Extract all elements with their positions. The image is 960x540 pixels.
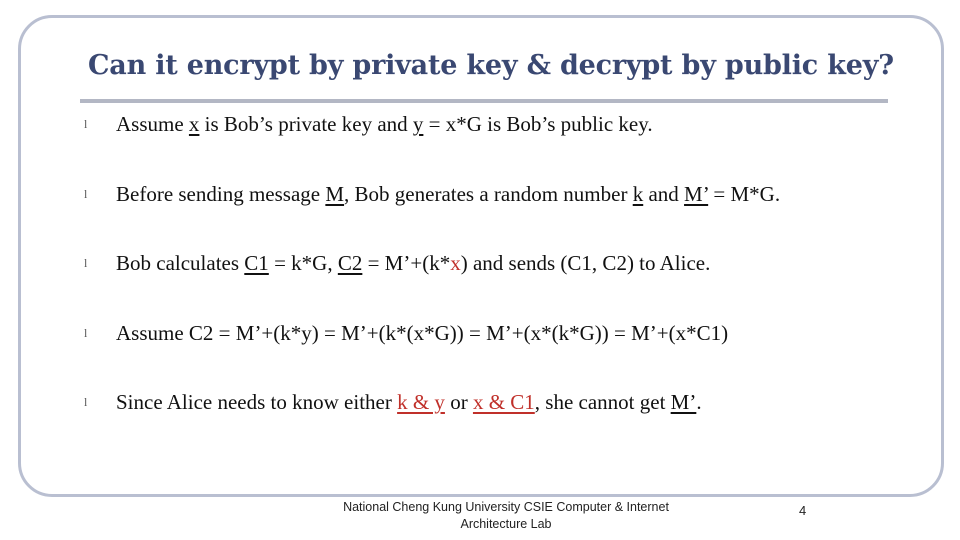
bullet-item [84,251,924,286]
var-y: y [412,112,424,136]
var-x: x [188,112,200,136]
var-m-prime: M’ [684,181,709,206]
bullet-icon: l [84,256,88,270]
bullet-text: Bob calculates C1 = k*G, C2 = M’+(k*x) and sends (C1, C2) to Alice. [116,251,711,275]
bullet-text: Assume C2 = M’+(k*y) = M’+(k*(x*G)) = M’+(x*(k*G)) = M’+(x*C1) [116,320,729,345]
bullet-text: Since Alice needs to know either k & y or x & C1, she cannot get M’. [116,390,702,414]
bullet-icon: l [84,186,88,201]
var-m-prime: M’ [670,390,697,414]
var-k: k [632,181,644,206]
footer-text: National Cheng Kung University CSIE Computer & Internet Architecture Lab [343,500,669,531]
bullet-item [84,390,924,425]
bullet-text: Before sending message M, Bob generates a random number k and M’ = M*G. [116,181,781,206]
bullet-icon: l [84,325,88,340]
page-number: 4 [799,503,807,518]
var-x-highlight: x [450,251,461,275]
bullet-list [84,112,924,460]
pair-k-y: k & y [397,390,445,414]
bullet-item [84,112,924,147]
bullet-icon: l [84,395,88,409]
pair-x-c1: x & C1 [472,390,535,414]
bullet-text: Assume x is Bob’s private key and y = x*G is Bob’s public key. [116,112,653,136]
slide-title: Can it encrypt by private key & decrypt by public key? [88,50,894,81]
var-m: M [325,181,345,206]
title-divider [80,99,888,103]
bullet-item [84,321,924,356]
bullet-item [84,182,924,217]
var-c2: C2 [337,251,363,275]
var-c1: C1 [244,251,269,275]
bullet-icon: l [84,117,88,131]
